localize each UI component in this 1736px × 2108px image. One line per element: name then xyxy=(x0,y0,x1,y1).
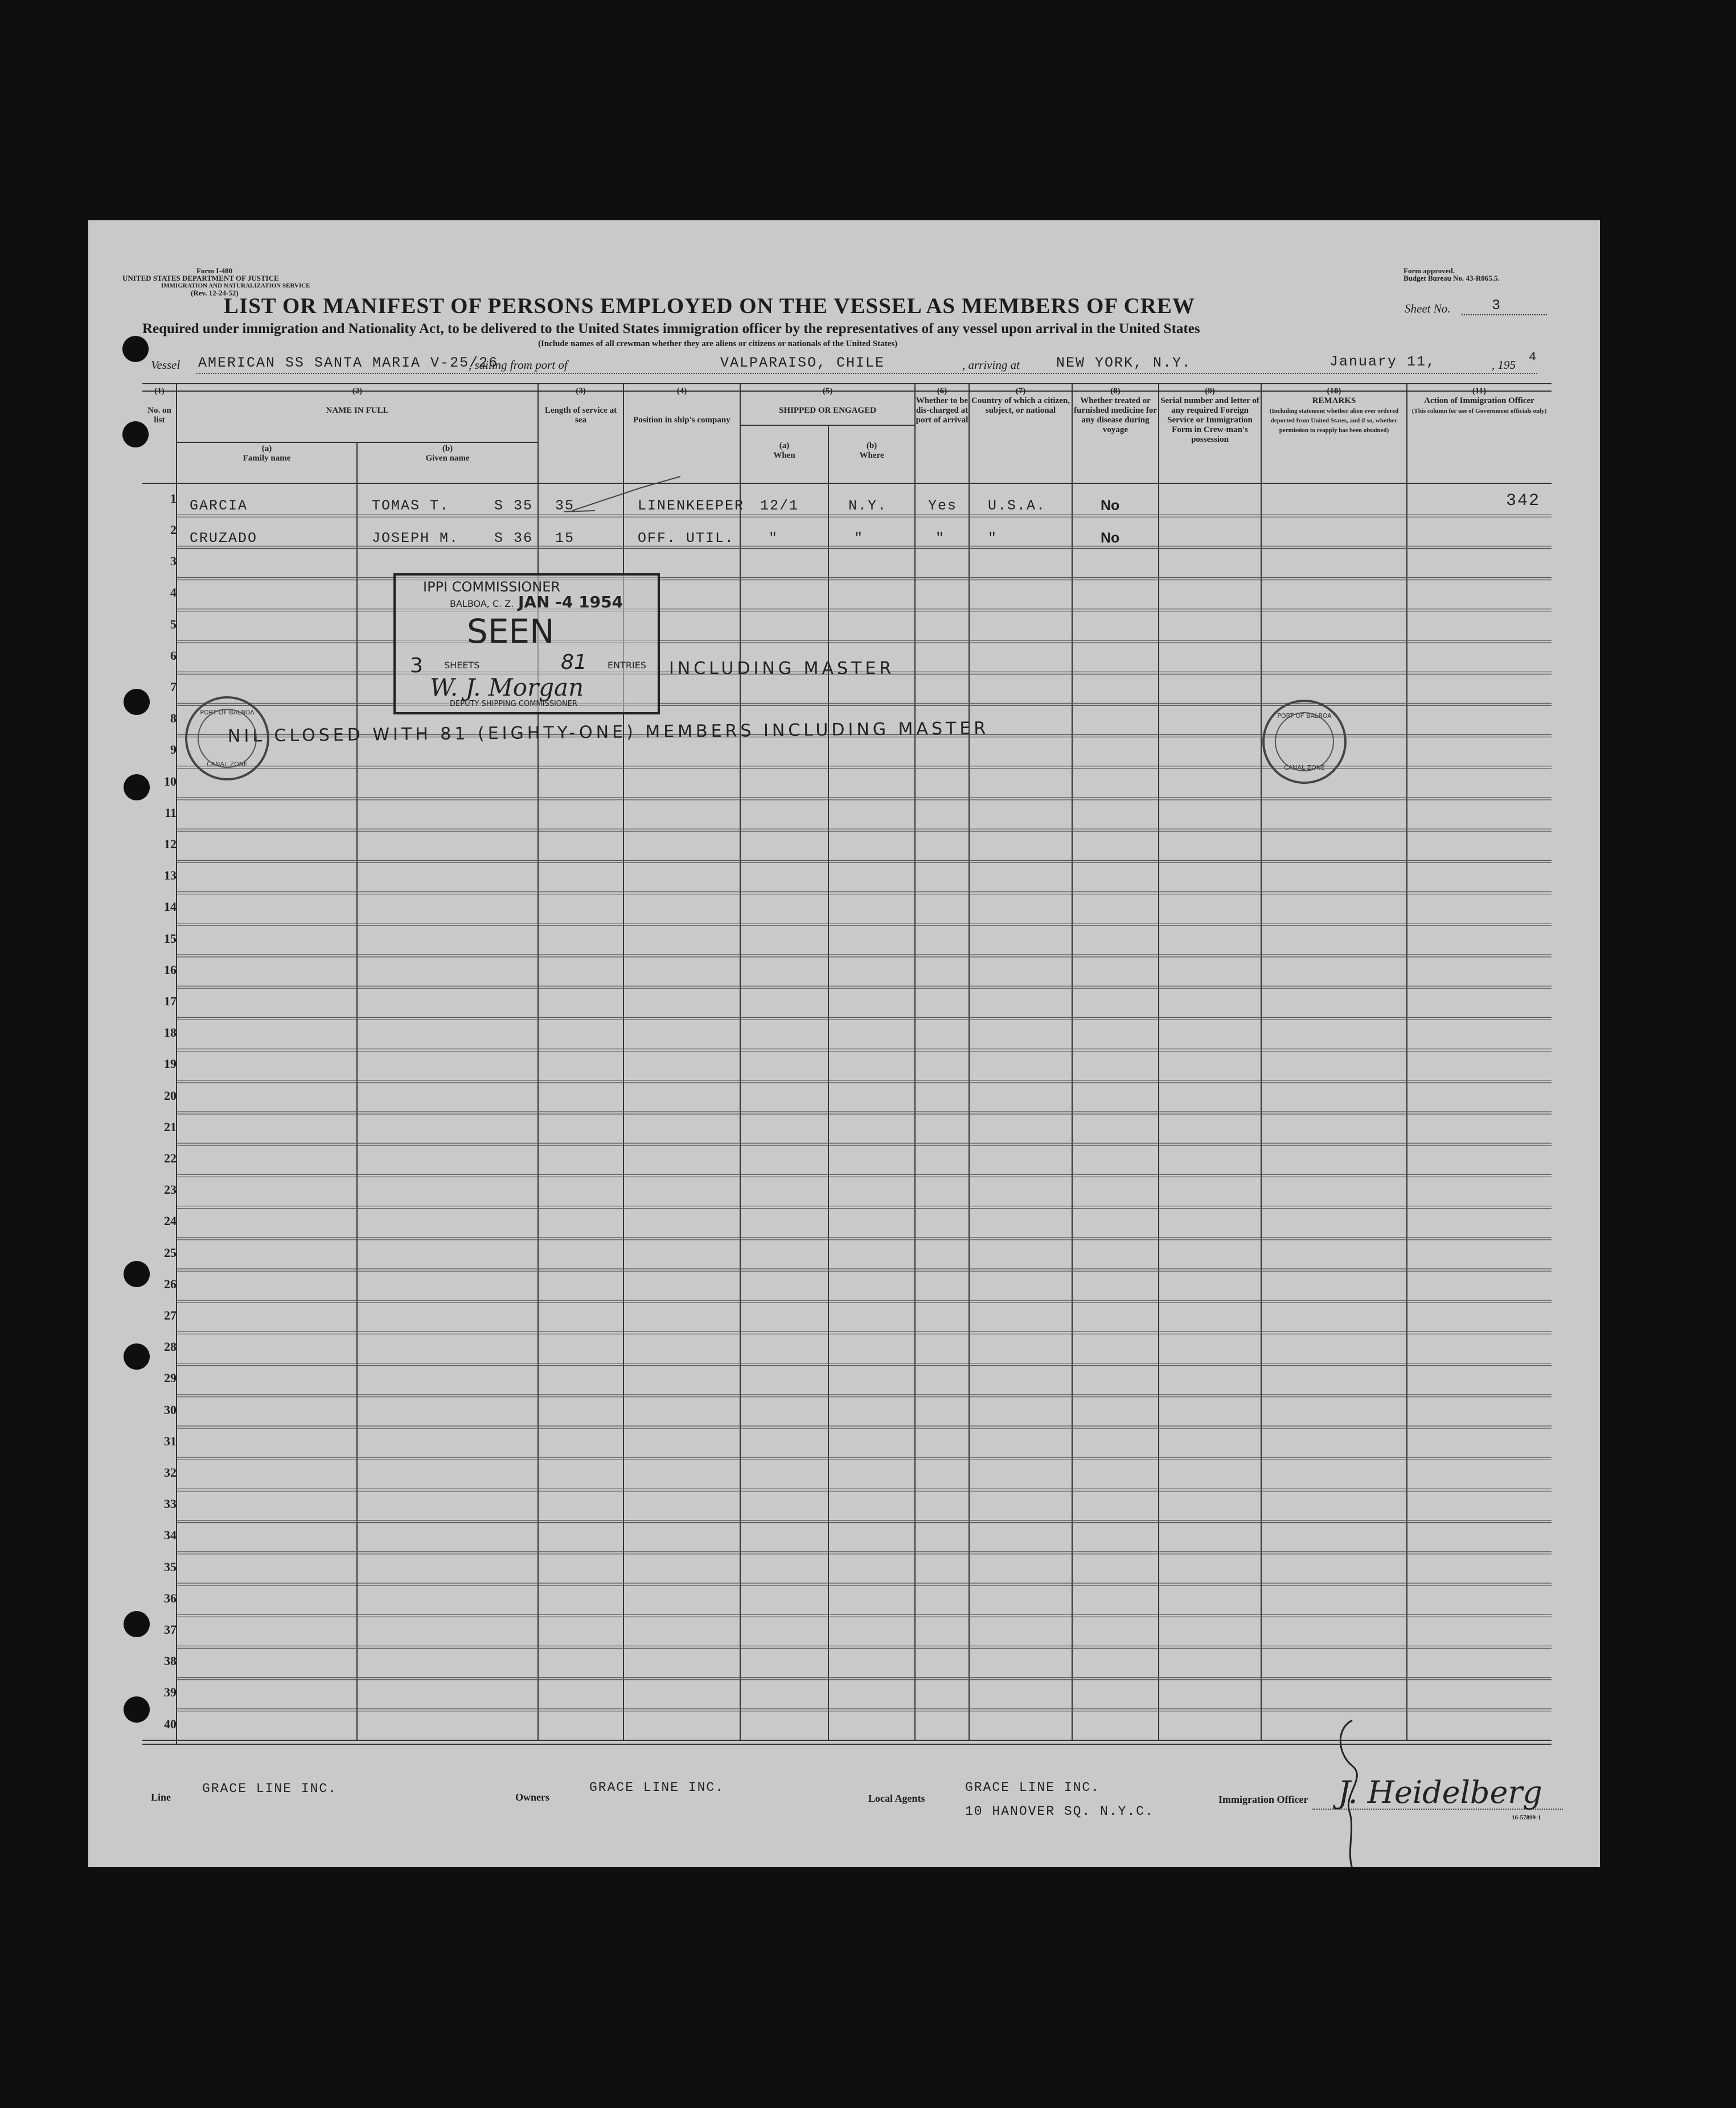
entry-1-country: U.S.A. xyxy=(988,498,1046,514)
col-family-header: (a) Family name xyxy=(243,444,291,463)
stamp-seen: SEEN xyxy=(467,612,555,651)
col-shipped-header: (5) SHIPPED OR ENGAGED xyxy=(779,387,876,415)
row-number: 11 xyxy=(165,805,177,820)
stamp-date: JAN -4 1954 xyxy=(518,593,623,611)
row-number: 10 xyxy=(164,774,177,788)
row-number: 17 xyxy=(164,994,177,1008)
col-serial-header: (9) Serial number and letter of any required Foreign Service or Immigration Form in Crew-man's possession xyxy=(1160,387,1259,444)
row-number: 20 xyxy=(164,1088,177,1103)
col-remarks-header: (10) REMARKS (Including statement whether alien ever ordered deported from United States, and if so, whether permission to reapply has been obtained) xyxy=(1269,387,1399,434)
signature-flourish xyxy=(1327,1715,1378,1874)
sheet-number: 3 xyxy=(1492,297,1502,314)
commissioner-stamp xyxy=(393,573,660,714)
owners-value: GRACE LINE INC. xyxy=(589,1780,725,1795)
punch-hole xyxy=(124,774,150,800)
entry-2-when: " xyxy=(769,530,779,546)
entry-1-position: LINENKEEPER xyxy=(638,498,745,514)
entry-1-where: N.Y. xyxy=(848,498,888,514)
row-number: 19 xyxy=(164,1057,177,1071)
col-country-header: (7) Country of which a citizen, subject, or national xyxy=(971,387,1070,415)
row-number: 30 xyxy=(164,1402,177,1417)
entry-1-discharged: Yes xyxy=(928,498,958,514)
entry-2-service-extra: S 36 xyxy=(494,530,533,546)
col-where-header: (b) Where xyxy=(859,441,884,460)
line-label: Line xyxy=(151,1791,171,1803)
entry-1-family: GARCIA xyxy=(190,498,248,514)
entry-2-given: JOSEPH M. xyxy=(372,530,459,546)
row-number: 9 xyxy=(170,742,177,757)
row-number: 40 xyxy=(164,1716,177,1731)
agents-value: GRACE LINE INC. xyxy=(965,1780,1101,1795)
subtitle: Required under immigration and Nationality Act, to be delivered to the United States immigration officer by the representatives of any vessel upon arrival in the United States xyxy=(142,321,1200,336)
row-number: 15 xyxy=(164,931,177,946)
row-number: 23 xyxy=(164,1182,177,1197)
year-digit: 4 xyxy=(1529,350,1538,364)
col-name-header: (2) NAME IN FULL xyxy=(326,387,389,415)
row-number: 5 xyxy=(170,617,177,631)
col-when-header: (a) When xyxy=(773,441,795,460)
vessel-label: Vessel xyxy=(151,358,180,372)
entry-2-country: " xyxy=(988,530,998,546)
entry-1-action: 342 xyxy=(1506,491,1541,511)
punch-hole xyxy=(124,689,150,715)
stamp-place: BALBOA, C. Z. xyxy=(450,598,514,609)
stamp-entries-label: ENTRIES xyxy=(608,660,646,671)
row-number: 18 xyxy=(164,1025,177,1040)
row-number: 24 xyxy=(164,1214,177,1228)
row-number: 36 xyxy=(164,1591,177,1605)
row-number: 12 xyxy=(164,837,177,851)
entry-1-service-extra: S 35 xyxy=(494,498,533,514)
owners-label: Owners xyxy=(515,1791,549,1803)
row-number: 34 xyxy=(164,1528,177,1543)
row-number: 13 xyxy=(164,868,177,883)
col-service-header: (3) Length of service at sea xyxy=(544,387,617,425)
row-number: 35 xyxy=(164,1559,177,1574)
pencil-mark xyxy=(561,471,732,522)
row-number: 38 xyxy=(164,1654,177,1669)
balboa-seal-right: PORT OF BALBOA CANAL ZONE xyxy=(1262,700,1347,784)
row-number: 32 xyxy=(164,1465,177,1480)
sheet-label: Sheet No. xyxy=(1405,302,1451,315)
agents-label: Local Agents xyxy=(868,1793,925,1804)
entry-1-when: 12/1 xyxy=(760,498,799,514)
line-value: GRACE LINE INC. xyxy=(202,1781,338,1796)
entry-2-position: OFF. UTIL. xyxy=(638,530,735,546)
punch-hole xyxy=(122,336,149,362)
row-number: 6 xyxy=(170,648,177,663)
row-number: 25 xyxy=(164,1245,177,1260)
row-number: 14 xyxy=(164,899,177,914)
agency-line-1: UNITED STATES DEPARTMENT OF JUSTICE xyxy=(122,274,279,282)
arriving-label: , arriving at xyxy=(962,358,1020,372)
officer-label: Immigration Officer xyxy=(1218,1794,1308,1805)
punch-hole xyxy=(124,1261,150,1287)
col-given-header: (b) Given name xyxy=(425,444,470,463)
row-number: 8 xyxy=(170,711,177,726)
row-number: 31 xyxy=(164,1433,177,1448)
year-label: , 195 xyxy=(1492,358,1516,372)
sailing-label: , sailing from port of xyxy=(469,358,568,372)
agency-line-2: IMMIGRATION AND NATURALIZATION SERVICE xyxy=(161,282,310,289)
form-revision: (Rev. 12-24-52) xyxy=(191,289,239,297)
stamp-sheets-label: SHEETS xyxy=(444,660,480,671)
row-number: 1 xyxy=(170,491,177,506)
col-medicine-header: (8) Whether treated or furnished medicine for any disease during voyage xyxy=(1074,387,1157,434)
form-approved: Form approved. xyxy=(1403,266,1455,275)
balboa-seal-left: PORT OF BALBOA CANAL ZONE xyxy=(185,696,269,780)
row-number: 21 xyxy=(164,1119,177,1134)
handwritten-closed-note: NIL CLOSED WITH 81 (EIGHTY-ONE) MEMBERS INCLUDING MASTER xyxy=(227,718,990,747)
stamp-sheets-num: 3 xyxy=(410,654,423,677)
stamp-signature: W. J. Morgan xyxy=(430,673,584,701)
stamp-footer: DEPUTY SHIPPING COMMISSIONER xyxy=(450,700,578,708)
manifest-document xyxy=(88,220,1600,1867)
arrival-date: January 11, xyxy=(1329,354,1437,370)
entry-1-service: 35 xyxy=(555,498,575,514)
table-grid xyxy=(88,220,1600,1867)
row-number: 4 xyxy=(170,585,177,600)
vessel-name: AMERICAN SS SANTA MARIA V-25/26 xyxy=(198,355,499,371)
print-code: 16-57899-1 xyxy=(1512,1814,1541,1821)
page-title: LIST OR MANIFEST OF PERSONS EMPLOYED ON THE VESSEL AS MEMBERS OF CREW xyxy=(224,294,1195,318)
entry-2-medicine: No xyxy=(1101,530,1120,546)
arrival-port: NEW YORK, N.Y. xyxy=(1056,355,1192,371)
entry-1-medicine: No xyxy=(1101,498,1120,513)
crew-note: (Include names of all crewman whether they are aliens or citizens or nationals of the United States) xyxy=(538,339,898,348)
punch-hole xyxy=(124,1611,150,1637)
col-no-header: (1) No. on list xyxy=(147,387,171,425)
form-number: Form I-480 xyxy=(196,266,233,275)
punch-hole xyxy=(124,1343,150,1370)
stamp-title: IPPI COMMISSIONER xyxy=(423,579,561,595)
row-number: 37 xyxy=(164,1622,177,1637)
row-number: 22 xyxy=(164,1151,177,1165)
row-number: 16 xyxy=(164,962,177,977)
col-position-header: (4) Position in ship's company xyxy=(633,387,730,425)
entry-1-given: TOMAS T. xyxy=(372,498,450,514)
row-number: 27 xyxy=(164,1308,177,1322)
handwritten-including-master: INCLUDING MASTER xyxy=(669,659,895,679)
punch-hole xyxy=(124,1696,150,1723)
col-discharged-header: (6) Whether to be dis-charged at port of arrival xyxy=(916,387,968,425)
agents-address: 10 HANOVER SQ. N.Y.C. xyxy=(965,1804,1154,1819)
departure-port: VALPARAISO, CHILE xyxy=(720,355,885,371)
stamp-entries-num: 81 xyxy=(561,651,587,674)
row-number: 26 xyxy=(164,1276,177,1291)
entry-2-service: 15 xyxy=(555,530,575,546)
row-number: 39 xyxy=(164,1685,177,1700)
officer-signature: J. Heidelberg xyxy=(1338,1774,1542,1810)
entry-2-family: CRUZADO xyxy=(190,530,258,546)
budget-bureau: Budget Bureau No. 43-R065.5. xyxy=(1403,274,1500,282)
row-number: 33 xyxy=(164,1497,177,1511)
col-action-header: (11) Action of Immigration Officer (This column for use of Government officials only) xyxy=(1411,387,1547,414)
row-number: 28 xyxy=(164,1339,177,1354)
row-number: 2 xyxy=(170,523,177,537)
row-number: 7 xyxy=(170,680,177,694)
row-number: 3 xyxy=(170,554,177,569)
entry-2-discharged: " xyxy=(935,530,946,546)
punch-hole xyxy=(122,421,149,447)
row-number: 29 xyxy=(164,1371,177,1386)
entry-2-where: " xyxy=(854,530,864,546)
